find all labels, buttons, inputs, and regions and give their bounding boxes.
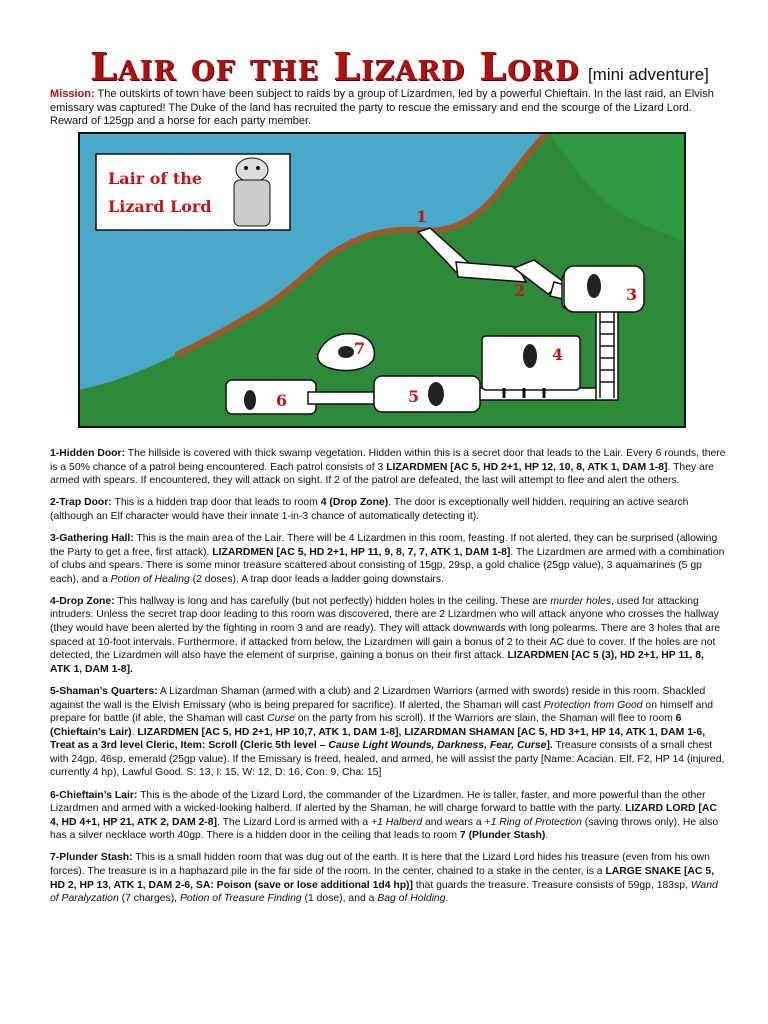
room-text-run: on the party from his scroll). If the Warriors are slain, the Shaman will flee to room [294,713,676,725]
map-banner-line1: Lair of the [108,169,203,188]
map-banner-line2: Lizard Lord [108,197,212,216]
room-text-run: Protection from Good [543,699,643,711]
room-label-4: 4 [552,345,564,364]
room-description-drop-zone [50,595,726,677]
page-title: Lair of the Lizard Lord [90,44,580,89]
room-text-run: LARGE SNAKE [AC 5, HD 2, HP 13, ATK 1, DAM 2-6, SA: Poison (save or lose additional 1d4 hp)] [50,866,714,891]
room-text-run: . [445,893,449,905]
room-text-run: 6 (Chieftain’s Lair) [50,713,682,738]
room-text-run: that guards the treasure. Treasure consists of 59gp, 183sp, [412,879,691,891]
room-description-plunder-stash [50,851,726,905]
room-heading: 6-Chieftain’s Lair: [50,789,138,801]
room-text-run: (1 dose), and a [301,893,378,905]
room-text-run: +1 Halberd [371,816,423,828]
room-label-6: 6 [276,391,288,410]
room-text-run: LIZARDMEN [AC 5 (3), HD 2+1, HP 11, 8, ATK 1, DAM 1-8]. [50,650,704,675]
room-heading: 3-Gathering Hall: [50,532,134,544]
page-subtitle: [mini adventure] [587,65,709,84]
room-text-run: and wears a [422,816,485,828]
room-description-gathering-hall [50,532,726,586]
room-description-chieftains-lair [50,789,726,843]
room-label-5: 5 [408,387,420,406]
room-text-run: Cause Light Wounds, Darkness, Fear, Curse [328,740,547,752]
room-label-7: 7 [354,339,366,358]
title-row [90,44,710,89]
room-text-run: Curse [267,713,295,725]
room-description-hidden-door [50,447,726,488]
room-text-run: This hallway is long and has carefully (but not perfectly) hidden holes in the ceiling. These are [114,595,551,607]
room-text-run: (2 doses). A trap door leads a ladder going downstairs. [189,573,444,585]
room-heading: 7-Plunder Stash: [50,852,133,864]
room-text-run: Treasure consists of a small chest with 24gp, 46sp, emerald (25gp value). If the Emissary is freed, healed, and armed, he will assist the party [Name: Acacian. Elf, F2, HP 14 (injured, currently 4 hp), Lawful Good. S: 13, I: 15, W: 12, D: 16, Con: 9, Cha: 15] [50,740,725,779]
room-label-1: 1 [416,207,428,226]
room-text-run: . [545,830,549,842]
room-heading: 2-Trap Door: [50,497,112,509]
room-text-run: 4 (Drop Zone) [320,497,389,509]
room-text-run: murder holes [550,595,611,607]
room-text-run: LIZARDMEN [AC 5, HD 2+1, HP 10,7, ATK 1, DAM 1-8], LIZARDMAN SHAMAN [AC 5, HD 3+1, HP 14, ATK 1, DAM 1-6, Treat as a 3rd level Cleric, Item: Scroll (Cleric 5th level – [50,726,706,752]
mission-paragraph [50,88,726,129]
room-text-run: , used for attacking intruders. Unless the secret trap door leading to this room was discovered, there are 2 Lizardmen who will attack anyone who crosses the hallway (they would have been alerted by the fighting in room 3 and are ready). They will attack downwards with long polearms. There are 3 holes that are spaced at 10-foot intervals. Furthermore, if attacked from below, the Lizardmen will gain a bonus of 2 to their AC due to cover. If the holes are not detected, the Lizardmen will also have the element of surprise, gaining a bonus on their first attack. [50,595,721,662]
room-text-run: Wand of Paralyzation [50,879,718,905]
mission-label: Mission: [50,88,95,100]
room-text-run: . The door is exceptionally well hidden, requiring an active search (although an Elf character would have their innate 1-in-3 chance of automatically detecting it). [50,497,689,522]
room-text-run: LIZARDMEN [AC 5, HD 2+1, HP 12, 10, 8, ATK 1, DAM 1-8] [386,461,668,473]
room-label-2: 2 [514,281,526,300]
room-text-run: Potion of Healing [110,573,190,585]
room-text-run: 7 (Plunder Stash) [459,830,546,842]
room-text-run: +1 Ring of Protection [484,816,582,828]
room-text-run: ]. [546,740,553,752]
room-heading: 4-Drop Zone: [50,595,115,607]
room-text-run: A Lizardman Shaman (armed with a club) and 2 Lizardmen Warriors (armed with swords) reside in this room. Shackled against the wall is the Elvish Emissary (who is being prepared for sacrifice). If alerted, the Shaman will cast [50,685,706,711]
room-text-run: (7 charges), [118,893,180,905]
room-text-run: . The Lizard Lord is armed with a [216,816,371,828]
room-descriptions [50,447,726,914]
dungeon-map [78,132,686,428]
mission-text: The outskirts of town have been subject to raids by a group of Lizardmen, led by a powerful Chieftain. In the last raid, an Elvish emissary was captured! The Duke of the land has recruited the party to rescue the emissary and end the scourge of the Lizard Lord. Reward of 125gp and a horse for each party member. [50,88,714,127]
room-text-run: . [131,726,138,738]
room-text-run: . They are armed with spears. If encountered, they will attack on sight. If 2 of the patrol are defeated, the last will attempt to flee and alert the others. [50,461,715,487]
room-label-3: 3 [626,285,638,304]
room-text-run: . The Lizardmen are armed with a combination of clubs and spears. There is some minor treasure scattered about consisting of 15gp, 29sp, a gold chalice (25gp value), 3 aquamarines (5 gp each), and a [50,546,725,585]
room-text-run: LIZARDMEN [AC 5, HD 2+1, HP 11, 9, 8, 7, 7, ATK 1, DAM 1-8] [212,546,511,558]
room-text-run: LIZARD LORD [AC 4, HD 4+1, HP 21, ATK 2, DAM 2-8] [50,803,717,828]
room-text-run: This is a small hidden room that was dug out of the earth. It is here that the Lizard Lord hides his treasure (even from his own forces). The treasure is in a haphazard pile in the far side of the room. In the center, chained to a stake in the center, is a [50,852,710,878]
room-text-run: This is the main area of the Lair. There will be 4 Lizardmen in this room, feasting. If not alerted, they can be surprised (allowing the Party to get a free, first attack). [50,532,718,558]
banner-figure-icon [234,158,270,226]
room-heading: 5-Shaman’s Quarters: [50,685,158,697]
room-text-run: The hillside is covered with thick swamp vegetation. Hidden within this is a secret door that leads to the Lair. Every 6 rounds, there is a 50% chance of a patrol being encountered. Each patrol consists of 3 [50,448,726,473]
room-description-trap-door [50,496,726,523]
room-text-run: (saving throws only). He also has a silver necklace worth 40gp. There is a hidden door in the ceiling that leads to room [50,816,719,842]
room-text-run: This is a hidden trap door that leads to room [111,497,321,509]
room-heading: 1-Hidden Door: [50,448,126,459]
room-text-run: Bag of Holding [377,893,446,905]
room-text-run: on himself and prepare for battle (if able, the Shaman will cast [50,699,714,725]
room-text-run: Potion of Treasure Finding [179,893,302,905]
room-description-shamans-quarters [50,685,726,780]
room-text-run: This is the abode of the Lizard Lord, the commander of the Lizardmen. He is taller, faster, and more powerful than the other Lizardmen and armed with a wicked-looking halberd. If alerted by the Shaman, he will charge forward to battle with the party. [50,789,706,815]
